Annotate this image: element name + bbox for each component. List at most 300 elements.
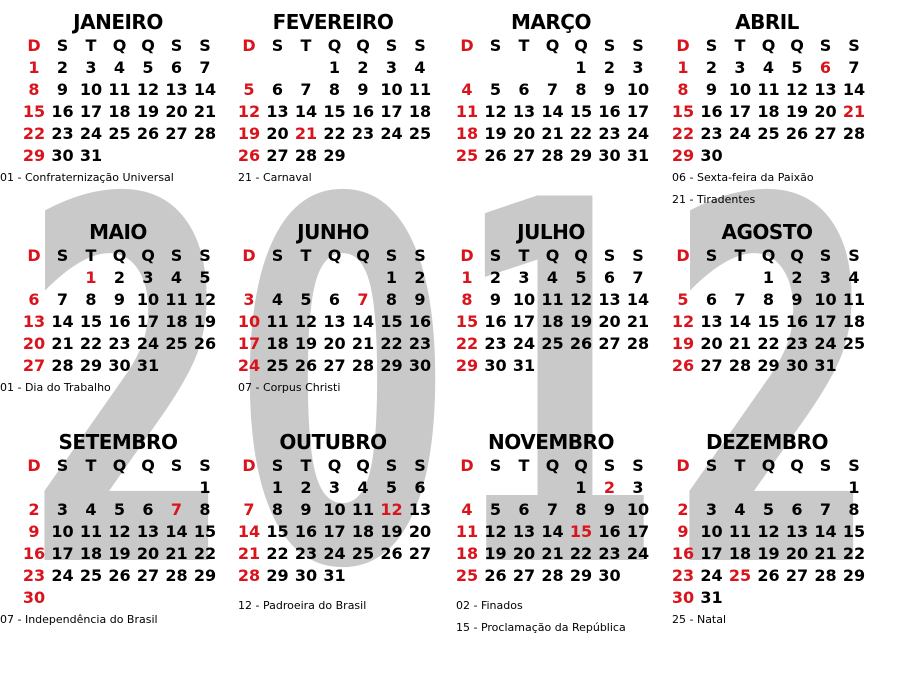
day-cell: 6 [170,58,183,77]
day-cell: 13 [512,522,536,541]
day-cell: 3 [243,290,255,309]
day-cell: 27 [512,566,536,585]
day-cell: 30 [484,356,507,375]
day-cell: 21 [51,334,74,353]
day-cell: 7 [170,500,183,519]
day-cell: 18 [408,102,432,121]
month-name: DEZEMBRO [706,430,828,454]
day-cell: 2 [414,268,426,287]
day-cell: 8 [85,290,97,309]
day-cell: 20 [814,102,837,121]
day-cell: 29 [757,356,780,375]
day-cell: 3 [632,478,644,497]
day-cell: 16 [671,544,695,563]
day-cell: 18 [79,544,103,563]
day-cell: 27 [700,356,723,375]
day-cell: 27 [512,146,536,165]
day-cell: 17 [136,312,160,331]
day-cell: 3 [85,58,97,77]
month-name: AGOSTO [721,220,813,244]
weekday-label: Q [327,456,342,475]
day-cell: 9 [56,80,69,99]
weekday-label: D [460,36,474,55]
day-cell: 21 [842,102,866,121]
month-name: NOVEMBRO [488,430,614,454]
weekday-label: S [271,36,284,55]
day-cell: 8 [328,80,341,99]
day-cell: 20 [408,522,432,541]
day-cell: 13 [814,80,837,99]
day-cell: 21 [351,334,375,353]
day-cell: 26 [757,566,780,585]
weekday-label: Q [112,36,127,55]
day-cell: 15 [569,102,593,121]
day-cell: 27 [785,566,809,585]
day-cell: 2 [489,268,502,287]
day-cell: 11 [842,290,866,309]
day-cell: 10 [626,500,650,519]
day-cell: 29 [323,146,346,165]
day-cell: 14 [842,80,866,99]
day-cell: 6 [518,80,530,99]
weekday-label: Q [112,246,127,265]
weekday-label: S [271,246,284,265]
day-cell: 25 [165,334,188,353]
day-cell: 2 [791,268,803,287]
day-cell: 4 [848,268,860,287]
weekday-label: S [705,246,718,265]
day-cell: 6 [819,58,832,77]
day-cell: 31 [323,566,346,585]
day-cell: 12 [484,102,507,121]
day-cell: 2 [677,500,689,519]
day-cell: 30 [294,566,318,585]
day-cell: 12 [136,80,160,99]
weekday-label: S [385,36,398,55]
day-cell: 5 [243,80,255,99]
day-cell: 15 [79,312,103,331]
day-cell: 3 [819,268,832,287]
day-cell: 14 [237,522,261,541]
day-cell: 29 [193,566,217,585]
day-cell: 19 [193,312,217,331]
weekday-label: T [734,36,746,55]
day-cell: 23 [22,566,46,585]
weekday-label: T [734,456,746,475]
day-cell: 5 [677,290,689,309]
month-name: MAIO [89,220,147,244]
day-cell: 28 [814,566,837,585]
day-cell: 26 [193,334,217,353]
day-cell: 24 [728,124,752,143]
day-cell: 15 [842,522,866,541]
day-cell: 6 [705,290,718,309]
day-cell: 16 [22,544,46,563]
day-cell: 14 [541,522,564,541]
day-cell: 4 [85,500,97,519]
day-cell: 31 [700,588,723,607]
weekday-label: Q [574,246,588,265]
day-cell: 2 [300,478,312,497]
weekday-label: T [518,456,530,475]
day-cell: 21 [728,334,752,353]
day-cell: 13 [408,500,432,519]
day-cell: 31 [814,356,837,375]
weekday-label: D [242,456,256,475]
day-cell: 1 [461,268,473,287]
day-cell: 11 [351,500,375,519]
day-cell: 6 [142,500,154,519]
day-cell: 26 [294,356,318,375]
day-cell: 20 [785,544,809,563]
day-cell: 27 [814,124,837,143]
day-cell: 27 [22,356,46,375]
month-name: JULHO [517,220,585,244]
day-cell: 7 [56,290,69,309]
day-cell: 12 [108,522,131,541]
day-cell: 10 [728,80,752,99]
day-cell: 4 [734,500,746,519]
weekday-label: T [300,456,312,475]
day-cell: 23 [700,124,723,143]
weekday-label: Q [356,246,370,265]
day-cell: 11 [79,522,103,541]
holiday-item: 25 - Natal [672,613,727,626]
day-cell: 17 [237,334,261,353]
weekday-label: S [632,456,644,475]
weekday-label: S [271,456,284,475]
day-cell: 10 [814,290,837,309]
holiday-item: 01 - Confraternização Universal [0,171,174,184]
day-cell: 2 [56,58,69,77]
day-cell: 12 [294,312,318,331]
day-cell: 7 [546,80,559,99]
weekday-label: Q [141,36,155,55]
day-cell: 19 [237,124,261,143]
day-cell: 15 [266,522,289,541]
month-name: JANEIRO [73,10,163,34]
day-cell: 13 [165,80,188,99]
day-cell: 14 [626,290,650,309]
weekday-label: S [199,456,211,475]
day-cell: 10 [380,80,403,99]
day-cell: 18 [165,312,188,331]
day-cell: 6 [28,290,40,309]
day-cell: 1 [199,478,211,497]
day-cell: 12 [380,500,403,519]
day-cell: 16 [598,522,621,541]
day-cell: 28 [193,124,217,143]
day-cell: 25 [79,566,103,585]
day-cell: 22 [842,544,866,563]
weekday-label: S [385,456,398,475]
day-cell: 6 [791,500,803,519]
day-cell: 20 [512,544,536,563]
day-cell: 5 [489,80,502,99]
day-cell: 25 [728,566,752,585]
day-cell: 25 [541,334,564,353]
day-cell: 13 [598,290,621,309]
weekday-label: S [819,456,832,475]
day-cell: 8 [575,80,587,99]
day-cell: 21 [294,124,318,143]
day-cell: 1 [677,58,689,77]
day-cell: 20 [700,334,723,353]
day-cell: 17 [512,312,536,331]
day-cell: 13 [266,102,289,121]
day-cell: 24 [237,356,261,375]
day-cell: 21 [193,102,217,121]
day-cell: 9 [677,522,689,541]
day-cell: 26 [380,544,403,563]
day-cell: 17 [51,544,74,563]
day-cell: 17 [700,544,723,563]
weekday-label: Q [574,456,588,475]
day-cell: 20 [512,124,536,143]
day-cell: 20 [136,544,160,563]
day-cell: 28 [541,146,564,165]
day-cell: 26 [569,334,593,353]
day-cell: 25 [351,544,375,563]
day-cell: 28 [351,356,375,375]
weekday-label: Q [112,456,127,475]
weekday-label: T [85,246,97,265]
day-cell: 9 [603,80,616,99]
day-cell: 8 [575,500,587,519]
day-cell: 31 [136,356,160,375]
day-cell: 26 [136,124,160,143]
day-cell: 18 [108,102,131,121]
day-cell: 1 [28,58,40,77]
day-cell: 2 [705,58,718,77]
weekday-label: S [632,36,644,55]
day-cell: 19 [785,102,809,121]
weekday-label: S [199,36,211,55]
day-cell: 28 [626,334,650,353]
day-cell: 23 [785,334,809,353]
day-cell: 12 [671,312,695,331]
day-cell: 31 [79,146,103,165]
day-cell: 10 [237,312,261,331]
day-cell: 8 [461,290,473,309]
day-cell: 29 [569,146,593,165]
day-cell: 1 [385,268,398,287]
day-cell: 19 [108,544,131,563]
day-cell: 9 [489,290,502,309]
weekday-label: S [414,36,426,55]
day-cell: 20 [598,312,621,331]
day-cell: 11 [266,312,289,331]
weekday-label: Q [790,36,804,55]
day-cell: 19 [484,124,507,143]
day-cell: 4 [170,268,183,287]
weekday-label: S [56,246,69,265]
month-name: SETEMBRO [58,430,178,454]
day-cell: 13 [512,102,536,121]
weekday-label: T [85,36,97,55]
day-cell: 11 [757,80,780,99]
day-cell: 5 [791,58,803,77]
day-cell: 29 [79,356,103,375]
day-cell: 4 [113,58,126,77]
weekday-label: Q [356,456,370,475]
day-cell: 23 [294,544,318,563]
day-cell: 19 [671,334,695,353]
day-cell: 22 [22,124,46,143]
day-cell: 23 [408,334,432,353]
day-cell: 29 [671,146,695,165]
day-cell: 3 [734,58,746,77]
weekday-label: S [603,456,616,475]
day-cell: 26 [484,146,507,165]
day-cell: 30 [598,146,621,165]
weekday-label: D [27,246,41,265]
day-cell: 8 [677,80,689,99]
day-cell: 17 [814,312,837,331]
day-cell: 29 [266,566,289,585]
weekday-label: S [819,36,832,55]
day-cell: 19 [757,544,780,563]
day-cell: 30 [22,588,46,607]
day-cell: 28 [842,124,866,143]
day-cell: 9 [791,290,803,309]
day-cell: 9 [300,500,312,519]
day-cell: 17 [728,102,752,121]
day-cell: 28 [165,566,188,585]
day-cell: 15 [380,312,403,331]
day-cell: 10 [700,522,723,541]
day-cell: 27 [266,146,289,165]
weekday-label: D [676,36,690,55]
day-cell: 15 [22,102,46,121]
weekday-label: Q [790,456,804,475]
day-cell: 22 [569,544,593,563]
day-cell: 14 [351,312,375,331]
day-cell: 2 [113,268,126,287]
day-cell: 18 [266,334,289,353]
weekday-label: S [705,456,718,475]
day-cell: 17 [626,102,650,121]
day-cell: 5 [385,478,398,497]
day-cell: 19 [484,544,507,563]
day-cell: 10 [512,290,536,309]
day-cell: 9 [113,290,126,309]
day-cell: 26 [108,566,131,585]
day-cell: 15 [193,522,217,541]
day-cell: 10 [626,80,650,99]
day-cell: 6 [518,500,530,519]
day-cell: 19 [294,334,318,353]
weekday-label: Q [141,246,155,265]
day-cell: 26 [484,566,507,585]
weekday-label: S [489,36,502,55]
month-name: OUTUBRO [279,430,387,454]
day-cell: 28 [294,146,318,165]
day-cell: 1 [848,478,860,497]
day-cell: 12 [569,290,593,309]
day-cell: 21 [541,544,564,563]
day-cell: 12 [237,102,261,121]
day-cell: 26 [237,146,261,165]
weekday-label: S [385,246,398,265]
day-cell: 5 [142,58,154,77]
weekday-label: S [603,36,616,55]
weekday-label: Q [790,246,804,265]
day-cell: 26 [785,124,809,143]
day-cell: 17 [79,102,103,121]
weekday-label: Q [545,246,560,265]
weekday-label: S [56,456,69,475]
day-cell: 20 [323,334,346,353]
weekday-label: S [489,246,502,265]
day-cell: 15 [757,312,780,331]
weekday-label: S [56,36,69,55]
day-cell: 19 [136,102,160,121]
day-cell: 4 [461,80,473,99]
day-cell: 20 [165,102,188,121]
weekday-label: S [848,456,860,475]
day-cell: 8 [199,500,211,519]
day-cell: 24 [814,334,837,353]
day-cell: 22 [79,334,103,353]
day-cell: 7 [357,290,369,309]
day-cell: 7 [734,290,746,309]
month-name: FEVEREIRO [272,10,394,34]
day-cell: 7 [632,268,644,287]
day-cell: 30 [700,146,723,165]
day-cell: 7 [546,500,559,519]
holiday-item: 01 - Dia do Trabalho [0,381,111,394]
day-cell: 22 [193,544,217,563]
day-cell: 24 [323,544,346,563]
day-cell: 31 [512,356,536,375]
day-cell: 24 [136,334,160,353]
day-cell: 23 [351,124,375,143]
day-cell: 9 [28,522,40,541]
day-cell: 24 [51,566,74,585]
day-cell: 21 [626,312,650,331]
day-cell: 16 [484,312,507,331]
day-cell: 6 [603,268,616,287]
day-cell: 4 [357,478,369,497]
day-cell: 11 [541,290,564,309]
day-cell: 12 [785,80,809,99]
day-cell: 19 [569,312,593,331]
day-cell: 27 [165,124,188,143]
weekday-label: S [819,246,832,265]
day-cell: 3 [385,58,398,77]
day-cell: 18 [351,522,375,541]
day-cell: 22 [266,544,289,563]
weekday-label: D [242,246,256,265]
weekday-label: D [676,456,690,475]
day-cell: 24 [512,334,536,353]
day-cell: 23 [484,334,507,353]
day-cell: 11 [408,80,432,99]
day-cell: 4 [762,58,775,77]
weekday-label: Q [761,36,776,55]
day-cell: 1 [271,478,284,497]
day-cell: 22 [455,334,479,353]
day-cell: 15 [323,102,346,121]
weekday-label: D [460,246,474,265]
day-cell: 18 [728,544,752,563]
day-cell: 7 [848,58,860,77]
day-cell: 5 [300,290,312,309]
day-cell: 15 [569,522,593,541]
day-cell: 5 [113,500,126,519]
day-cell: 14 [294,102,318,121]
